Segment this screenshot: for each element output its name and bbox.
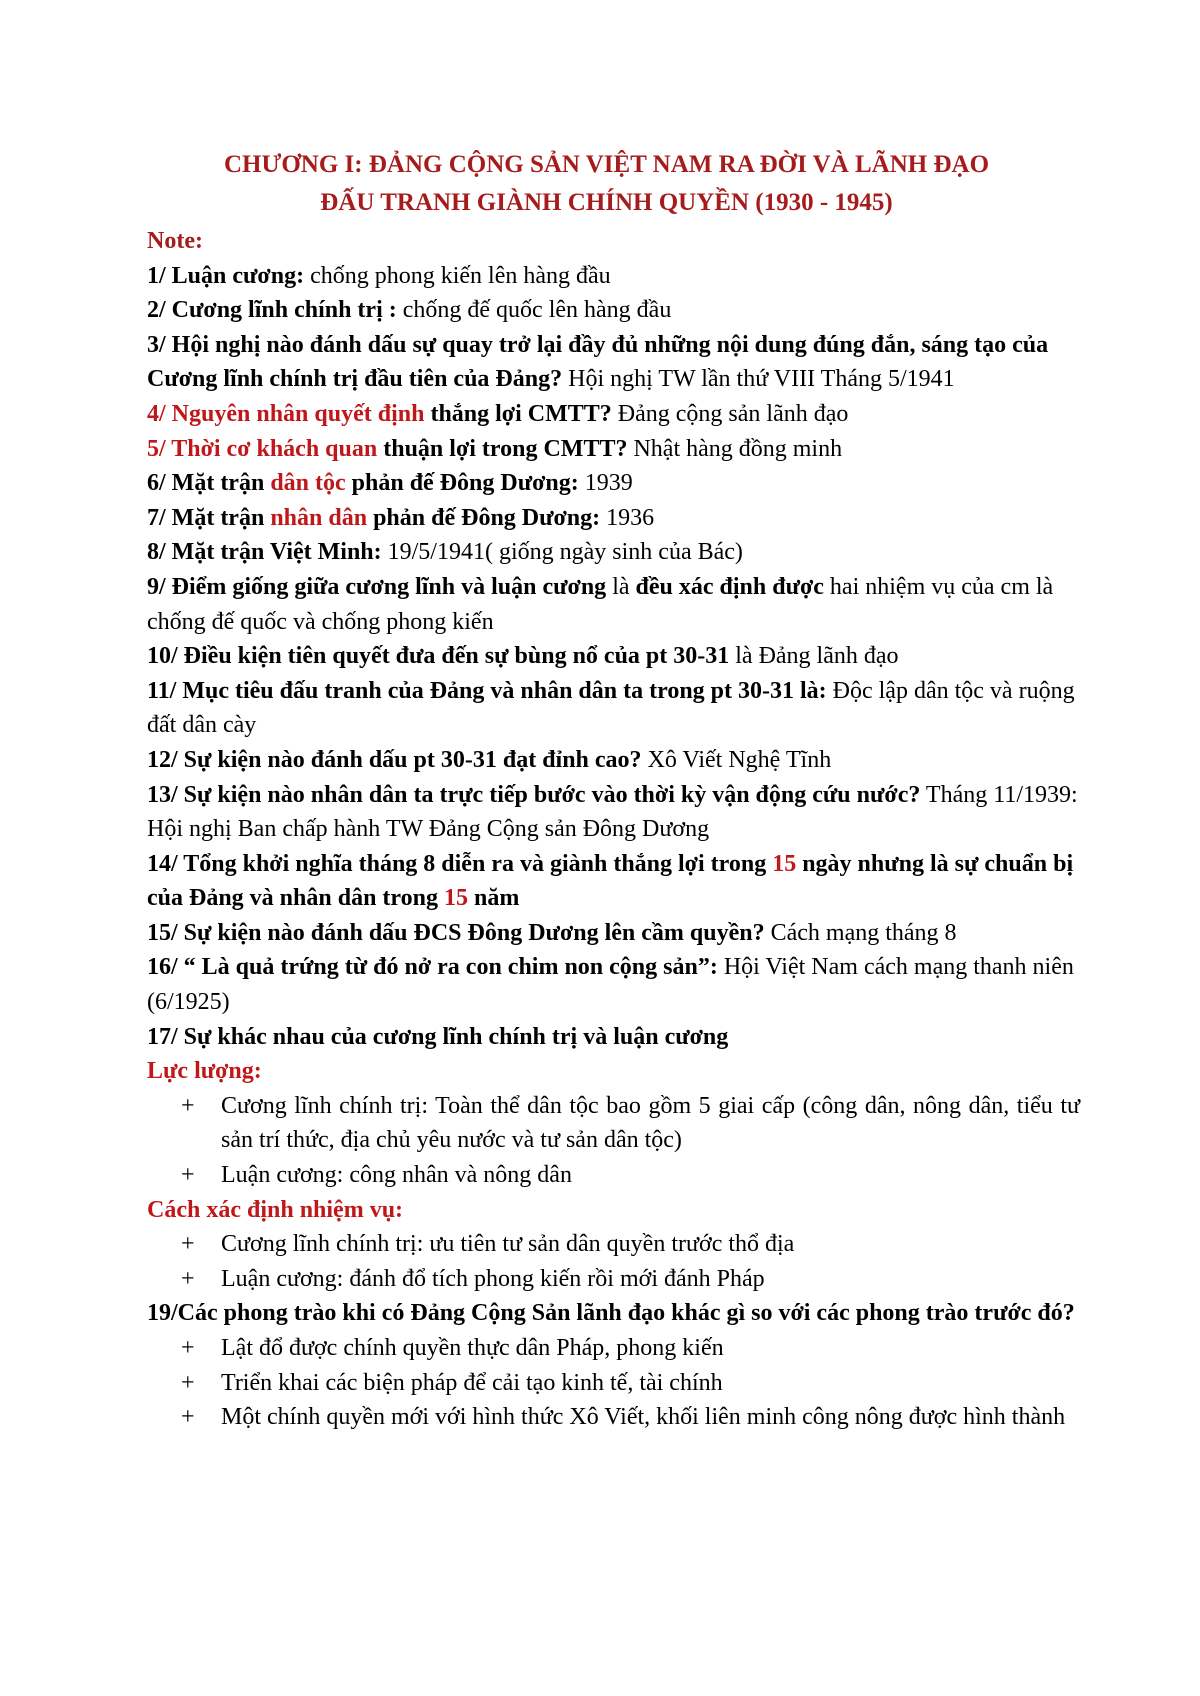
chapter-title <box>147 146 1080 222</box>
section-luc-luong-list <box>147 1089 1080 1193</box>
list-item: + Triển khai các biện pháp để cải tạo kinh tế, tài chính <box>181 1366 1080 1401</box>
list-item: + Một chính quyền mới với hình thức Xô Viết, khối liên minh công nông được hình thành <box>181 1400 1080 1435</box>
item-14-number-b: 15 <box>443 885 468 912</box>
item-6-answer: 1939 <box>578 470 633 497</box>
item-16-answer: Hội Việt Nam cách mạng thanh niên (6/1925) <box>147 954 1074 1016</box>
item-15-question: 15/ Sự kiện nào đánh dấu ĐCS Đông Dương lên cầm quyền? <box>147 919 765 946</box>
item-14-question-c: năm <box>467 885 520 912</box>
item-7-prefix: 7/ Mặt trận <box>147 504 271 531</box>
item-17 <box>147 1020 1080 1055</box>
list-item: + Cương lĩnh chính trị: Toàn thể dân tộc bao gồm 5 giai cấp (công dân, nông dân, tiểu tư sản trí thức, địa chủ yêu nước và tư sản dân tộc) <box>181 1089 1080 1158</box>
item-1-answer: chống phong kiến lên hàng đầu <box>304 262 611 289</box>
item-3 <box>147 328 1080 397</box>
item-14 <box>147 847 1080 916</box>
item-16 <box>147 950 1080 1019</box>
item-6-question: phản đế Đông Dương: <box>345 470 579 497</box>
section-nhiem-vu-label: Cách xác định nhiệm vụ: <box>147 1196 404 1223</box>
item-9 <box>147 570 1080 639</box>
item-5 <box>147 432 1080 467</box>
item-7-question: phản đế Đông Dương: <box>367 504 601 531</box>
item-3-answer: Hội nghị TW lần thứ VIII Tháng 5/1941 <box>562 366 955 393</box>
item-8-question: 8/ Mặt trận Việt Minh: <box>147 539 382 566</box>
item-4-number: 4/ <box>147 400 172 427</box>
item-19 <box>147 1296 1080 1331</box>
item-12 <box>147 743 1080 778</box>
note-label: Note: <box>147 228 203 254</box>
list-item: + Luận cương: đánh đổ tích phong kiến rồi mới đánh Pháp <box>181 1262 1080 1297</box>
item-2-answer: chống đế quốc lên hàng đầu <box>396 297 672 324</box>
item-7 <box>147 501 1080 536</box>
item-1 <box>147 259 1080 294</box>
item-3-question: 3/ Hội nghị nào đánh dấu sự quay trở lại đầy đủ những nội dung đúng đắn, sáng tạo của Cương lĩnh chính trị đầu tiên của Đảng? <box>147 331 1049 393</box>
item-1-question: 1/ Luận cương: <box>147 262 305 289</box>
item-13 <box>147 778 1080 847</box>
item-5-answer: Nhật hàng đồng minh <box>627 435 843 462</box>
item-8 <box>147 535 1080 570</box>
item-8-answer: 19/5/1941( giống ngày sinh của Bác) <box>381 539 743 566</box>
item-14-question-b: ngày nhưng là sự chuẩn bị của Đảng và nhân dân trong <box>147 850 1074 912</box>
item-17-question: 17/ Sự khác nhau của cương lĩnh chính trị và luận cương <box>147 1023 729 1050</box>
item-6-highlight: dân tộc <box>270 470 346 497</box>
section-nhiem-vu-list <box>147 1227 1080 1296</box>
item-5-question: thuận lợi trong CMTT? <box>377 435 628 462</box>
item-4 <box>147 397 1080 432</box>
item-10-question: 10/ Điều kiện tiên quyết đưa đến sự bùng nổ của pt 30-31 <box>147 643 730 670</box>
item-9-question-b: đều xác định được <box>635 573 824 600</box>
list-item: + Lật đổ được chính quyền thực dân Pháp, phong kiến <box>181 1331 1080 1366</box>
item-2 <box>147 293 1080 328</box>
item-12-question: 12/ Sự kiện nào đánh dấu pt 30-31 đạt đỉnh cao? <box>147 746 642 773</box>
item-15-answer: Cách mạng tháng 8 <box>764 919 957 946</box>
item-5-number: 5/ <box>147 435 172 462</box>
item-9-question: 9/ Điểm giống giữa cương lĩnh và luận cương <box>147 573 607 600</box>
list-item: + Cương lĩnh chính trị: ưu tiên tư sản dân quyền trước thổ địa <box>181 1227 1080 1262</box>
item-9-answer-b: hai nhiệm vụ của cm là chống đế quốc và chống phong kiến <box>147 573 1054 635</box>
item-10 <box>147 639 1080 674</box>
item-6 <box>147 466 1080 501</box>
item-12-answer: Xô Viết Nghệ Tĩnh <box>641 746 832 773</box>
item-4-answer: Đảng cộng sản lãnh đạo <box>611 400 849 427</box>
item-4-question: thắng lợi CMTT? <box>424 400 612 427</box>
item-19-list <box>147 1331 1080 1435</box>
item-2-question: 2/ Cương lĩnh chính trị : <box>147 297 397 324</box>
item-10-answer: là Đảng lãnh đạo <box>729 643 899 670</box>
list-item: + Luận cương: công nhân và nông dân <box>181 1158 1080 1193</box>
item-14-question-a: 14/ Tổng khởi nghĩa tháng 8 diễn ra và giành thắng lợi trong <box>147 850 773 877</box>
item-11-answer: Độc lập dân tộc và ruộng đất dân cày <box>147 677 1075 739</box>
item-16-question: 16/ “ Là quả trứng từ đó nở ra con chim non cộng sản”: <box>147 954 718 981</box>
item-4-highlight: Nguyên nhân quyết định <box>171 400 425 427</box>
item-11 <box>147 674 1080 743</box>
item-9-answer-a: là <box>606 573 636 600</box>
item-13-question: 13/ Sự kiện nào nhân dân ta trực tiếp bước vào thời kỳ vận động cứu nước? <box>147 781 921 808</box>
chapter-title-line-2: ĐẤU TRANH GIÀNH CHÍNH QUYỀN (1930 - 1945) <box>320 189 893 216</box>
item-19-question: 19/Các phong trào khi có Đảng Cộng Sản lãnh đạo khác gì so với các phong trào trước đó? <box>147 1300 1075 1327</box>
item-7-answer: 1936 <box>600 504 655 531</box>
item-5-highlight: Thời cơ khách quan <box>171 435 378 462</box>
item-11-question: 11/ Mục tiêu đấu tranh của Đảng và nhân dân ta trong pt 30-31 là: <box>147 677 827 704</box>
item-15 <box>147 916 1080 951</box>
item-6-prefix: 6/ Mặt trận <box>147 470 271 497</box>
item-13-answer: Tháng 11/1939: Hội nghị Ban chấp hành TW Đảng Cộng sản Đông Dương <box>147 781 1078 843</box>
chapter-title-line-1: CHƯƠNG I: ĐẢNG CỘNG SẢN VIỆT NAM RA ĐỜI VÀ LÃNH ĐẠO <box>223 151 990 178</box>
item-14-number-a: 15 <box>772 850 797 877</box>
item-7-highlight: nhân dân <box>270 504 368 531</box>
section-luc-luong-label: Lực lượng: <box>147 1058 262 1085</box>
